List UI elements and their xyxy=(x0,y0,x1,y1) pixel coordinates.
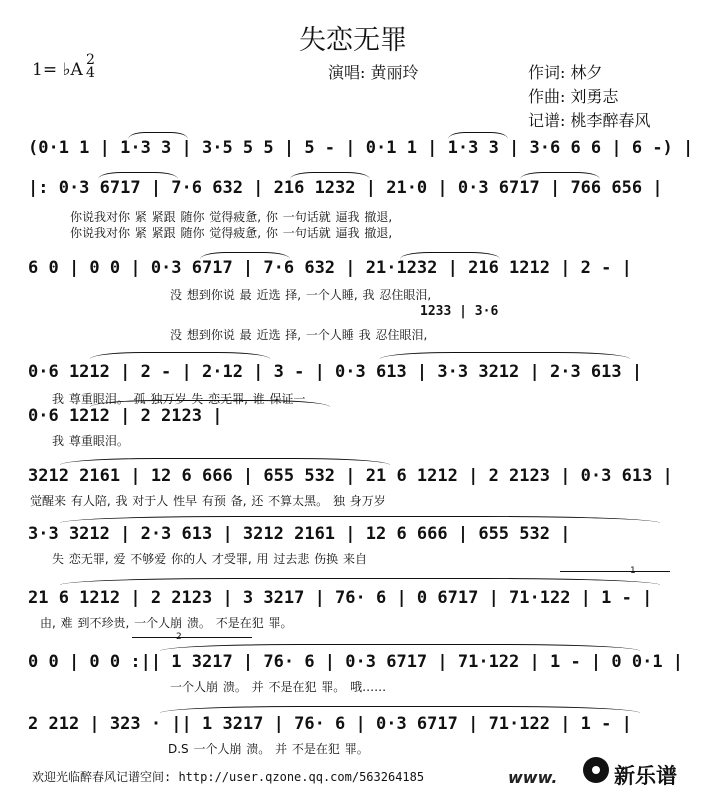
time-signature xyxy=(86,54,95,80)
lyric-line: 失 恋无罪, 爱 不够爱 你的人 才受罪, 用 过去悲 伤换 来自 xyxy=(52,552,367,566)
lyric-line: 我 尊重眼泪。 xyxy=(52,434,129,448)
slur-mark xyxy=(160,644,640,651)
song-title: 失恋无罪 xyxy=(299,25,407,56)
transcriber-credit: 记谱: 桃李醉春风 xyxy=(528,111,651,130)
notation-row: 3212 2161 | 12 6 666 | 655 532 | 21 6 1212 | 2 2123 | 0·3 613 | xyxy=(28,466,673,486)
slur-mark xyxy=(90,352,270,359)
brand-name: 新乐谱 xyxy=(614,764,677,788)
lyric-line: D.S 一个人崩 溃。 并 不是在犯 罪。 xyxy=(168,742,369,756)
lyric-line: 没 想到你说 最 近选 择, 一个人睡 我 忍住眼泪, xyxy=(170,328,428,342)
lyricist-credit: 作词: 林夕 xyxy=(528,63,603,82)
lyric-line: 你说我对你 紧 紧跟 随你 觉得疲惫, 你 一句话就 逼我 撤退, xyxy=(70,210,393,224)
key-signature: 1= ♭A xyxy=(32,60,83,80)
volta-number-1: 1 xyxy=(630,566,636,576)
slur-mark xyxy=(160,706,640,713)
slur-mark xyxy=(60,458,390,465)
notation-row: 0·6 1212 | 2 - | 2·12 | 3 - | 0·3 613 | 3·3 3212 | 2·3 613 | xyxy=(28,362,643,382)
meter-top: 2 xyxy=(86,52,95,68)
lyric-line: 我 尊重眼泪。 孤 独万岁 失 恋无罪, 谁 保证一 xyxy=(52,392,306,406)
notation-row: 21 6 1212 | 2 2123 | 3 3217 | 76· 6 | 0 6717 | 71·122 | 1 - | xyxy=(28,588,653,608)
notation-row: |: 0·3 6717 | 7·6 632 | 216 1232 | 21·0 | 0·3 6717 | 766 656 | xyxy=(28,178,663,198)
composer-credit: 作曲: 刘勇志 xyxy=(528,87,619,106)
notation-row: 0 0 | 0 0 :|| 1 3217 | 76· 6 | 0·3 6717 | 71·122 | 1 - | 0 0·1 | xyxy=(28,652,684,672)
notation-row: 3·3 3212 | 2·3 613 | 3212 2161 | 12 6 666 | 655 532 | xyxy=(28,524,571,544)
singer-credit: 演唱: 黄丽玲 xyxy=(328,63,419,82)
lyric-line: 觉醒来 有人陪, 我 对于人 性早 有预 备, 还 不算太黑。 独 身万岁 xyxy=(30,494,386,508)
lyric-line: 一个人崩 溃。 并 不是在犯 罪。 哦…… xyxy=(170,680,387,694)
lyric-line: 你说我对你 紧 紧跟 随你 觉得疲惫, 你 一句话就 逼我 撤退, xyxy=(70,226,393,240)
disc-logo-icon xyxy=(583,757,609,783)
notation-row: (0·1 1 | 1·3 3 | 3·5 5 5 | 5 - | 0·1 1 | 1·3 3 | 3·6 6 6 | 6 -) | xyxy=(28,138,694,158)
meter-bottom: 4 xyxy=(86,65,95,81)
notation-row: 6 0 | 0 0 | 0·3 6717 | 7·6 632 | 21·1232 | 216 1212 | 2 - | xyxy=(28,258,632,278)
volta-bracket-2 xyxy=(132,637,252,638)
lyric-line: 由, 难 到不珍贵, 一个人崩 溃。 不是在犯 罪。 xyxy=(40,616,293,630)
slur-mark xyxy=(60,578,660,585)
slur-mark xyxy=(60,516,660,523)
footer-credit: 欢迎光临醉春风记谱空间: http://user.qzone.qq.com/563264185 xyxy=(32,770,425,784)
notation-row: 0·6 1212 | 2 2123 | xyxy=(28,406,223,426)
notation-row: 2 212 | 323 · || 1 3217 | 76· 6 | 0·3 6717 | 71·122 | 1 - | xyxy=(28,714,632,734)
brand-www: www. xyxy=(508,768,558,787)
volta-bracket-1 xyxy=(560,571,670,572)
volta-number-2: 2 xyxy=(176,632,182,642)
notation-sub-row: 1233 | 3·6 xyxy=(420,304,499,319)
lyric-line: 没 想到你说 最 近选 择, 一个人睡, 我 忍住眼泪, xyxy=(170,288,432,302)
slur-mark xyxy=(380,352,630,359)
